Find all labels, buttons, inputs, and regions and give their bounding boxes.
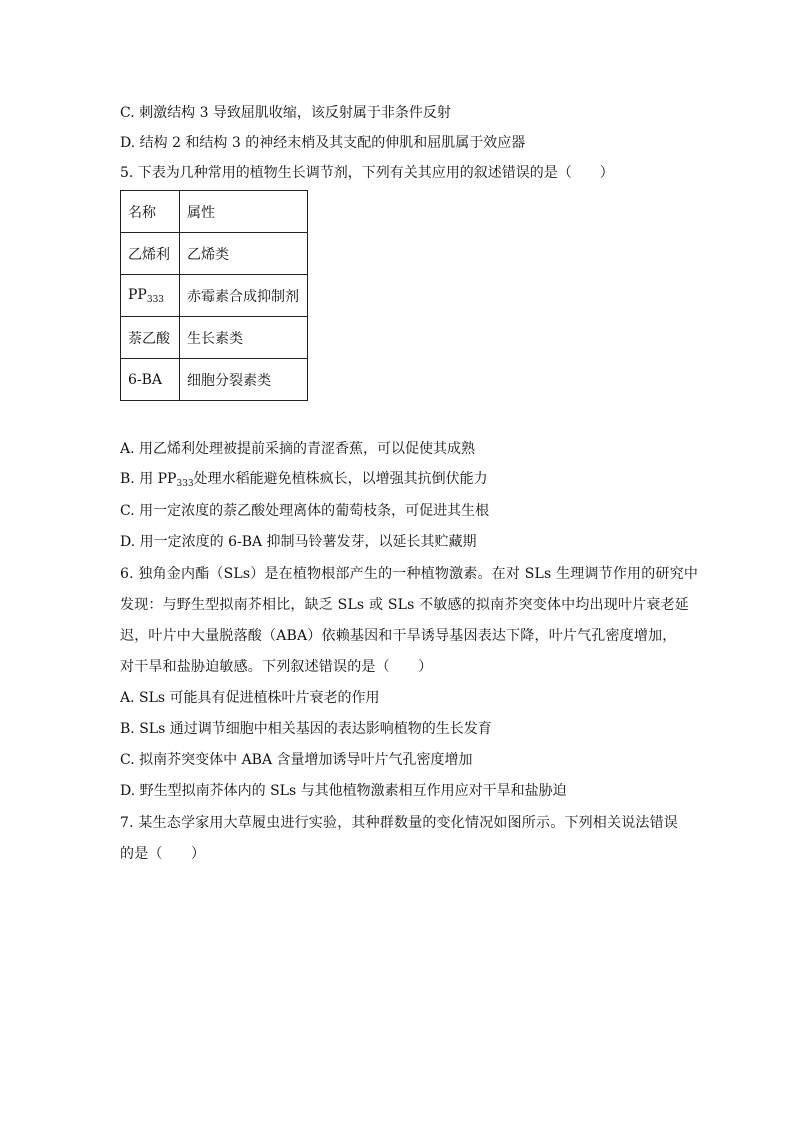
table-cell-prop: 乙烯类	[180, 233, 308, 275]
question-7-stem-line: 7. 某生态学家用大草履虫进行实验，其种群数量的变化情况如图所示。下列相关说法错误	[120, 815, 679, 831]
question-6-option-b: B. SLs 通过调节细胞中相关基因的表达影响植物的生长发育	[120, 721, 492, 737]
table-cell-name: 6-BA	[121, 359, 180, 401]
table-cell-prop: 赤霉素合成抑制剂	[180, 275, 308, 317]
table-cell-prop: 生长素类	[180, 317, 308, 359]
table-row	[121, 317, 308, 359]
table-cell-name: 萘乙酸	[121, 317, 180, 359]
table-row	[121, 275, 308, 317]
question-5-option-c: C. 用一定浓度的萘乙酸处理离体的葡萄枝条，可促进其生根	[120, 503, 490, 519]
question-5-option-d: D. 用一定浓度的 6-BA 抑制马铃薯发芽，以延长其贮藏期	[120, 534, 477, 550]
table-header-row	[121, 191, 308, 233]
question-4-option-d: D. 结构 2 和结构 3 的神经末梢及其支配的伸肌和屈肌属于效应器	[120, 135, 526, 151]
option-b-prefix: B. 用 PP	[120, 471, 177, 487]
question-6-stem-line: 对干旱和盐胁迫敏感。下列叙述错误的是（ ）	[120, 659, 433, 675]
question-6-stem-line: 发现：与野生型拟南芥相比，缺乏 SLs 或 SLs 不敏感的拟南芥突变体中均出现叶片衰老延	[120, 597, 689, 613]
table-row	[121, 233, 308, 275]
option-b-suffix: 处理水稻能避免植株疯长，以增强其抗倒伏能力	[193, 471, 488, 487]
table-cell-name	[121, 275, 180, 317]
table-cell-name: 乙烯利	[121, 233, 180, 275]
question-5-option-b	[120, 469, 488, 494]
regulator-table	[120, 190, 308, 401]
table-header-cell: 名称	[121, 191, 180, 233]
question-6-option-a: A. SLs 可能具有促进植株叶片衰老的作用	[120, 690, 380, 706]
question-5-stem: 5. 下表为几种常用的植物生长调节剂，下列有关其应用的叙述错误的是（ ）	[120, 165, 614, 181]
table-row	[121, 359, 308, 401]
pp-label: PP	[128, 286, 147, 303]
table-cell-prop: 细胞分裂素类	[180, 359, 308, 401]
question-6-option-c: C. 拟南芥突变体中 ABA 含量增加诱导叶片气孔密度增加	[120, 752, 473, 768]
question-4-option-c: C. 刺激结构 3 导致屈肌收缩，该反射属于非条件反射	[120, 105, 451, 121]
question-7-stem-line: 的是（ ）	[120, 846, 206, 862]
question-5-option-a: A. 用乙烯利处理被提前采摘的青涩香蕉，可以促使其成熟	[120, 441, 476, 457]
table-header-cell: 属性	[180, 191, 308, 233]
pp-subscript: 333	[146, 294, 165, 305]
option-b-subscript: 333	[176, 479, 194, 489]
question-6-stem-line: 迟，叶片中大量脱落酸（ABA）依赖基因和干旱诱导基因表达下降，叶片气孔密度增加，	[120, 628, 677, 644]
question-6-option-d: D. 野生型拟南芥体内的 SLs 与其他植物激素相互作用应对干旱和盐胁迫	[120, 783, 567, 799]
question-6-stem-line: 6. 独角金内酯（SLs）是在植物根部产生的一种植物激素。在对 SLs 生理调节作用的研究中	[120, 566, 699, 582]
